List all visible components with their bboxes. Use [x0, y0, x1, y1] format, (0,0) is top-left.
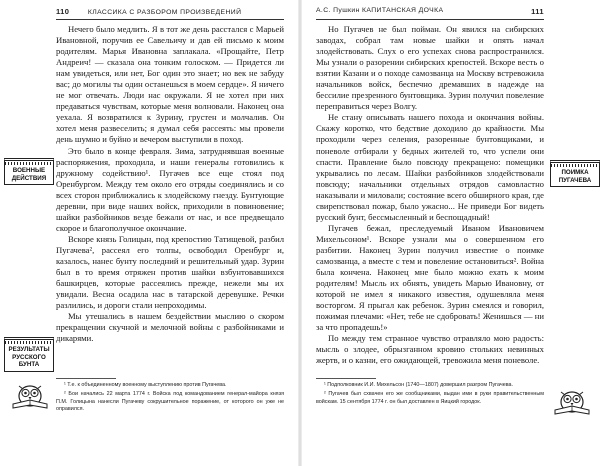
running-head-title-right: А.С. Пушкин КАПИТАНСКАЯ ДОЧКА — [316, 7, 444, 14]
paragraph: Вскоре князь Голицын, под крепостию Татищевой, разбил Пугачева², рассеял его толпы, освободил Оренбург и, казалось, нанес бунту последний и решительный удар. Зурин был в то время отряжен против шайки взбунтовавшихся башкирцев, которые рассеялись прежде, нежели мы их увидали. Весна осадила нас в татарской деревушке. Речки разлились, и дороги стали непроходимы. — [56, 233, 284, 311]
header-rule-right — [316, 19, 544, 20]
footnotes-left — [56, 382, 284, 415]
decorative-border — [551, 164, 599, 167]
paragraph: Это было в конце февраля. Зима, затруднявшая военные распоряжения, проходила, и наши генералы готовились к дружному содействию¹. Пугачев все еще стоял под Оренбургом. Между тем около его отряды соединялись и со всех сторон приближались к злодейскому гнезду. Бунтующие деревни, при виде наших войск, приходили в повиновение; шайки разбойников везде бежали от нас, и все предвещало скорое и благополучное окончание. — [56, 145, 284, 233]
footnote-rule-left — [56, 378, 116, 379]
footnote: ¹ Т.е. к объединенному военному выступлению против Пугачева. — [64, 382, 227, 388]
paragraph: Пугачев бежал, преследуемый Иваном Ивановичем Михельсоном¹. Вскоре узнали мы о совершенном его разбитии. Наконец Зурин получил известие о поимке самозванца, а вместе с тем и повеление остановиться². Война была кончена. Наконец мне было можно ехать к моим родителям! Мысль их обнять, увидеть Марью Ивановну, от которой не имел я никакого известия, одушевляла меня восторгом. Я прыгал как ребенок. Зурин смеялся и говорил, пожимая плечами: «Нет, тебе не сдобровать! Женишься — ни за что пропадешь!» — [316, 222, 544, 333]
running-head-title-left: КЛАССИКА С РАЗБОРОМ ПРОИЗВЕДЕНИЙ — [87, 9, 242, 16]
header-rule-left — [56, 19, 284, 20]
decorative-border — [5, 162, 53, 165]
paragraph: Мы утешались в нашем бездействии мыслию о скором прекращении скучной и мелочной войны с разбойниками и дикарями. — [56, 311, 284, 344]
margin-note-military-actions — [4, 158, 54, 185]
footnotes-right — [316, 382, 544, 408]
margin-note-capture-of-pugachev — [550, 160, 600, 187]
right-page — [300, 0, 600, 466]
footnote: ² Бои начались 22 марта 1774 г. Войска под командованием генерал-майора князя П.М. Голицына нанесли Пугачеву сокрушительное поражение, от которого он уже не оправился. — [56, 391, 284, 412]
margin-note-line: БУНТА — [18, 361, 40, 369]
margin-note-line: ПОИМКА — [561, 169, 589, 176]
paragraph: Не стану описывать нашего похода и окончания войны. Скажу коротко, что бедствие доходило до крайности. Мы проходили через селения, разоренные бунтовщиками, и поневоле отбирали у бедных жителей то, что успели они спасти. Правление было повсюду прекращено: помещики укрывались по лесам. Шайки разбойников злодействовали повсюду; начальники отдельных отрядов самовластно наказывали и миловали; состояние всего обширного края, где свирепствовал пожар, было ужасно... Не приведи Бог видеть русский бунт, бессмысленный и беспощадный! — [316, 112, 544, 222]
owl-reader-icon — [10, 380, 50, 410]
margin-note-line: РЕЗУЛЬТАТЫ — [8, 346, 50, 353]
running-head-right — [316, 7, 544, 19]
page-number-right: 111 — [531, 7, 544, 16]
margin-note-line: ДЕЙСТВИЯ — [11, 174, 47, 182]
margin-note-line: ПУГАЧЕВА — [558, 176, 592, 184]
body-text-left — [56, 24, 284, 344]
footnote-rule-right — [316, 378, 376, 379]
paragraph: Но Пугачев не был пойман. Он явился на сибирских заводах, собрал там новые шайки и опять начал злодействовать. Слух о его успехах снова распространился. Мы узнали о разорении сибирских крепостей. Вскоре весть о взятии Казани и о походе самозванца на Москву встревожила начальников войск, беспечно дремавших в надежде на бессилие презренного бунтовщика. Зурин получил повеление переправиться через Волгу. — [316, 24, 544, 112]
footnote: ¹ Подполковник И.И. Михельсон (1740—1807) довершил разгром Пугачева. — [324, 382, 513, 388]
page-number-left: 110 — [56, 7, 70, 16]
paragraph: Нечего было медлить. Я в тот же день расстался с Марьей Ивановной, поручив ее Савельичу и дав ей письмо к моим родителям. Марья Ивановна заплакала. «Прощайте, Петр Андреич! — сказала она тонким голоском. — Придется ли нам увидеться, или нет, Бог один это знает; но век не забуду вас; до могилы ты один останешься в моем сердце». Я ничего не мог отвечать. Люди нас окружали. Я не хотел при них предаваться чувствам, которые меня волновали. Наконец она уехала. Я возвратился к Зурину, грустен и молчалив. Он хотел меня развеселить; я думал себя рассеять: мы провели день шумно и буйно и вечером выступили в поход. — [56, 24, 284, 145]
decorative-border — [5, 341, 53, 344]
margin-note-line: ВОЕННЫЕ — [12, 167, 46, 174]
margin-note-results-of-rebellion — [4, 337, 54, 372]
footnote: ² Пугачев был схвачен его же сообщниками, выдан ими в руки правительственным войскам. 15 сентября 1774 г. он был доставлен в Яицкий городок. — [316, 391, 544, 405]
owl-reader-icon — [552, 386, 592, 416]
margin-note-line: РУССКОГО — [12, 353, 46, 361]
running-head-left — [56, 7, 241, 19]
paragraph: По между тем странное чувство отравляло мою радость: мысль о злодее, обрызганном кровию стольких невинных жертв, и о казни, его ожидающей, тревожила меня поневоле. — [316, 333, 544, 366]
body-text-right — [316, 24, 544, 366]
